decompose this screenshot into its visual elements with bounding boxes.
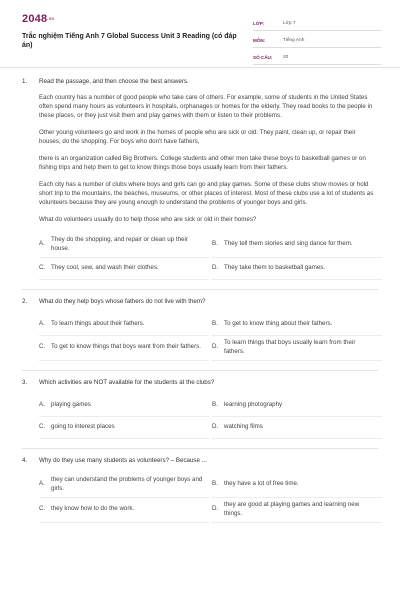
option-b[interactable]: [212, 473, 382, 498]
meta-class-label: LỚP:: [253, 21, 265, 27]
option-letter: A.: [39, 319, 45, 327]
question-number: 2.: [22, 297, 28, 305]
question-number: 4.: [22, 456, 28, 464]
option-b[interactable]: [212, 233, 382, 258]
meta-count-value: 20: [283, 55, 289, 61]
page-title: Trắc nghiệm Tiếng Anh 7 Global Success Unit 3 Reading (có đáp án): [22, 33, 237, 50]
meta-count-row: [253, 48, 381, 65]
question-divider: [22, 370, 378, 371]
option-c[interactable]: [39, 417, 209, 439]
option-b[interactable]: [212, 314, 382, 336]
option-letter: A.: [39, 240, 45, 248]
option-c[interactable]: [39, 336, 209, 361]
option-letter: D.: [212, 343, 219, 351]
option-letter: D.: [212, 505, 219, 513]
question-divider: [22, 289, 378, 290]
option-d[interactable]: [212, 498, 382, 523]
option-text: To get to know things that boys want from their fathers.: [51, 343, 201, 351]
option-text: They take them to basketball games.: [224, 263, 326, 271]
option-a[interactable]: [39, 233, 209, 258]
site-logo[interactable]: [22, 12, 54, 28]
answer-options: [22, 314, 378, 361]
option-letter: B.: [212, 400, 218, 408]
option-text: learning photography: [224, 400, 283, 408]
option-text: To get to know thing about their fathers.: [224, 319, 333, 327]
option-letter: A.: [39, 480, 45, 488]
question-prompt: Which activities are NOT available for the students at the clubs?: [39, 378, 215, 386]
option-letter: C.: [39, 505, 46, 513]
option-letter: C.: [39, 263, 46, 271]
page-header: [0, 0, 400, 66]
sub-question: What do volunteers usually do to help those who are sick or old in their homes?: [39, 215, 257, 223]
option-a[interactable]: [39, 395, 209, 417]
option-a[interactable]: [39, 314, 209, 336]
option-text: To learn things that boys usually learn from their fathers.: [224, 338, 356, 355]
question-number: 1.: [22, 78, 28, 85]
question-1: [22, 78, 378, 87]
option-letter: A.: [39, 400, 45, 408]
quiz-content: [22, 78, 378, 532]
answer-options: [22, 233, 378, 280]
passage-paragraph: Each country has a number of good people who take care of others. For example, some of students in the United States often spend many hours as volunteers in hospitals, orphanages or homes for the elderly. They read books to the people in these places, or they just visit them and play games with them or listen to their problems.: [39, 93, 373, 119]
option-text: To learn things about their fathers.: [51, 319, 145, 327]
option-letter: B.: [212, 319, 218, 327]
option-text: they have a lot of free time.: [224, 480, 299, 488]
option-text: going to interest places: [51, 422, 115, 430]
passage-paragraph: Each city has a number of clubs where boys and girls can go and play games. Some of these clubs show movies or hold short trip to the mountains, the beaches, museums, or other places of interest. Most of these clubs use a lot of students as volunteers because they are young enough to understand the problems of younger boys and girls.: [39, 180, 374, 206]
option-d[interactable]: [212, 417, 382, 439]
question-prompt: Read the passage, and then choose the best answers.: [39, 78, 189, 85]
option-text: They tell them stories and sing dance for them.: [224, 240, 353, 248]
question-3: [22, 379, 378, 388]
option-d[interactable]: [212, 336, 382, 361]
option-d[interactable]: [212, 258, 382, 280]
option-letter: C.: [39, 422, 46, 430]
option-letter: C.: [39, 343, 46, 351]
option-c[interactable]: [39, 498, 209, 523]
option-c[interactable]: [39, 258, 209, 280]
answer-options: [22, 395, 378, 439]
option-letter: B.: [212, 480, 218, 488]
header-divider: [0, 67, 400, 68]
meta-subject-row: [253, 31, 381, 48]
answer-options: [22, 473, 378, 523]
reading-passage: [22, 94, 378, 225]
meta-class-value: Lớp 7: [283, 21, 296, 27]
option-a[interactable]: [39, 473, 209, 498]
logo-text: 2048: [22, 13, 48, 25]
question-4: [22, 457, 378, 466]
passage-paragraph: Other young volunteers go and work in the homes of people who are sick or old. They paint, clean up, or repair their houses, do the shopping. For boys who don't have fathers,: [39, 128, 356, 145]
question-prompt: What do they help boys whose fathers do not live with them?: [39, 297, 206, 305]
option-letter: D.: [212, 263, 219, 271]
option-text: playing games: [51, 400, 91, 408]
option-letter: B.: [212, 240, 218, 248]
logo-suffix: .vn: [47, 15, 55, 21]
option-text: watching films: [224, 422, 263, 430]
question-divider: [22, 448, 378, 449]
passage-paragraph: there is an organization called Big Brothers. College students and other men take these boys to basketball games or on fishing trips and help them to get to know things those boys usually learn from their fathers.: [39, 154, 366, 171]
option-letter: D.: [212, 422, 219, 430]
question-prompt: Why do they use many students as volunteers? – Because ...: [39, 456, 207, 464]
quiz-meta: [253, 14, 381, 65]
option-text: they are good at playing games and learning new things.: [224, 500, 360, 517]
option-text: they know how to do the work.: [51, 505, 135, 513]
option-text: They cool, sew, and wash their clothes.: [51, 263, 159, 271]
option-text: They do the shopping, and repair or clean up their house.: [51, 235, 188, 252]
option-b[interactable]: [212, 395, 382, 417]
option-text: they can understand the problems of younger boys and girls.: [51, 475, 203, 492]
meta-subject-label: MÔN:: [253, 38, 266, 44]
meta-class-row: [253, 14, 381, 31]
meta-count-label: SỐ CÂU:: [253, 55, 273, 61]
question-number: 3.: [22, 378, 28, 386]
meta-subject-value: Tiếng Anh: [283, 38, 305, 44]
question-2: [22, 298, 378, 307]
